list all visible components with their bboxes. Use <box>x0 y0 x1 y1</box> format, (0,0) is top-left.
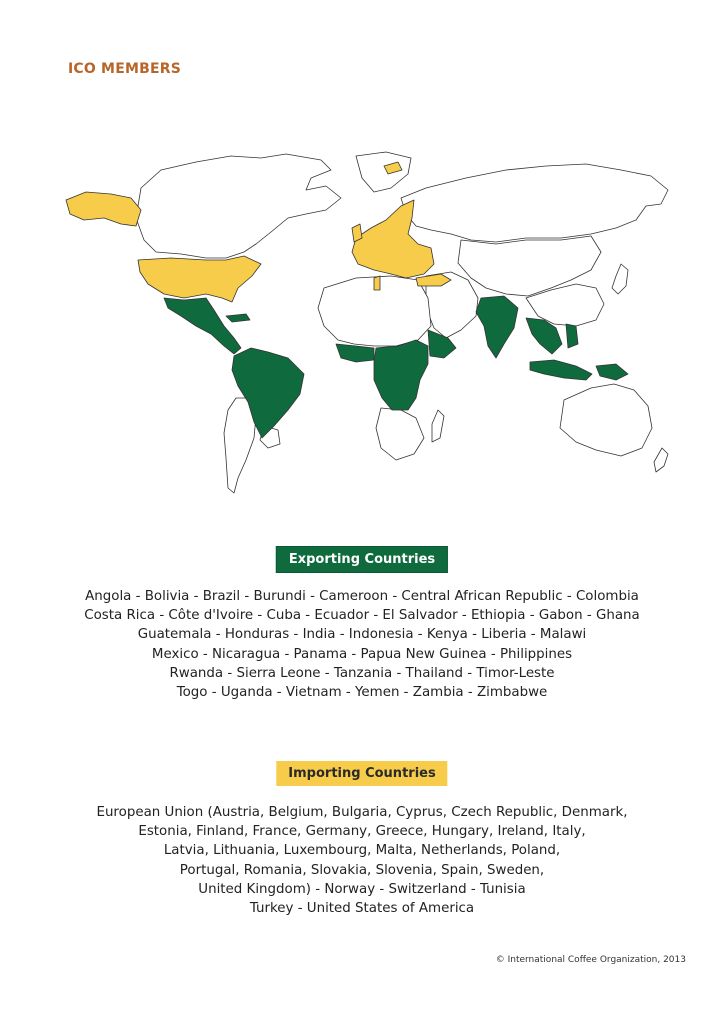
list-item: European Union (Austria, Belgium, Bulgaria, Cyprus, Czech Republic, Denmark, <box>96 805 628 820</box>
canada <box>136 154 341 258</box>
usa <box>138 256 261 302</box>
page-title: ICO MEMBERS <box>68 61 181 77</box>
tunisia <box>374 276 380 290</box>
list-item: Angola - Bolivia - Brazil - Burundi - Cameroon - Central African Republic - Colombia <box>85 589 639 604</box>
mexico-central-america <box>164 298 241 354</box>
papua-new-guinea <box>596 364 628 380</box>
new-zealand <box>654 448 668 472</box>
list-item: Portugal, Romania, Slovakia, Slovenia, Spain, Sweden, <box>179 862 545 878</box>
russia <box>401 164 668 242</box>
exporting-countries-heading: Exporting Countries <box>276 546 448 573</box>
japan <box>612 264 628 294</box>
list-item: Turkey - United States of America <box>249 901 475 917</box>
africa-south <box>376 408 424 460</box>
west-africa <box>336 344 374 362</box>
list-item: United Kingdom) - Norway - Switzerland - Tunisia <box>198 881 526 897</box>
list-item: Costa Rica - Côte d'Ivoire - Cuba - Ecuador - El Salvador - Ethiopia - Gabon - Ghana <box>84 608 640 624</box>
madagascar <box>432 410 444 442</box>
central-east-africa <box>374 340 428 410</box>
cuba <box>226 314 250 322</box>
indonesia <box>530 360 592 380</box>
greenland <box>356 152 411 192</box>
list-item: Latvia, Lithuania, Luxembourg, Malta, Netherlands, Poland, <box>163 843 561 859</box>
list-item: Mexico - Nicaragua - Panama - Papua New Guinea - Philippines <box>151 646 573 662</box>
list-item: Estonia, Finland, France, Germany, Greece, Hungary, Ireland, Italy, <box>138 824 586 840</box>
philippines <box>566 324 578 348</box>
australia <box>560 384 652 456</box>
list-item: Guatemala - Honduras - India - Indonesia - Kenya - Liberia - Malawi <box>137 627 587 643</box>
alaska <box>66 192 141 226</box>
list-item: Rwanda - Sierra Leone - Tanzania - Thailand - Timor-Leste <box>169 665 555 681</box>
world-map <box>56 148 676 500</box>
india <box>476 296 518 358</box>
importing-countries-list <box>0 803 724 918</box>
list-item: Togo - Uganda - Vietnam - Yemen - Zambia - Zimbabwe <box>176 685 548 701</box>
copyright-notice: © International Coffee Organization, 2013 <box>495 955 686 965</box>
exporting-countries-list <box>0 587 724 702</box>
importing-countries-heading: Importing Countries <box>276 761 447 786</box>
